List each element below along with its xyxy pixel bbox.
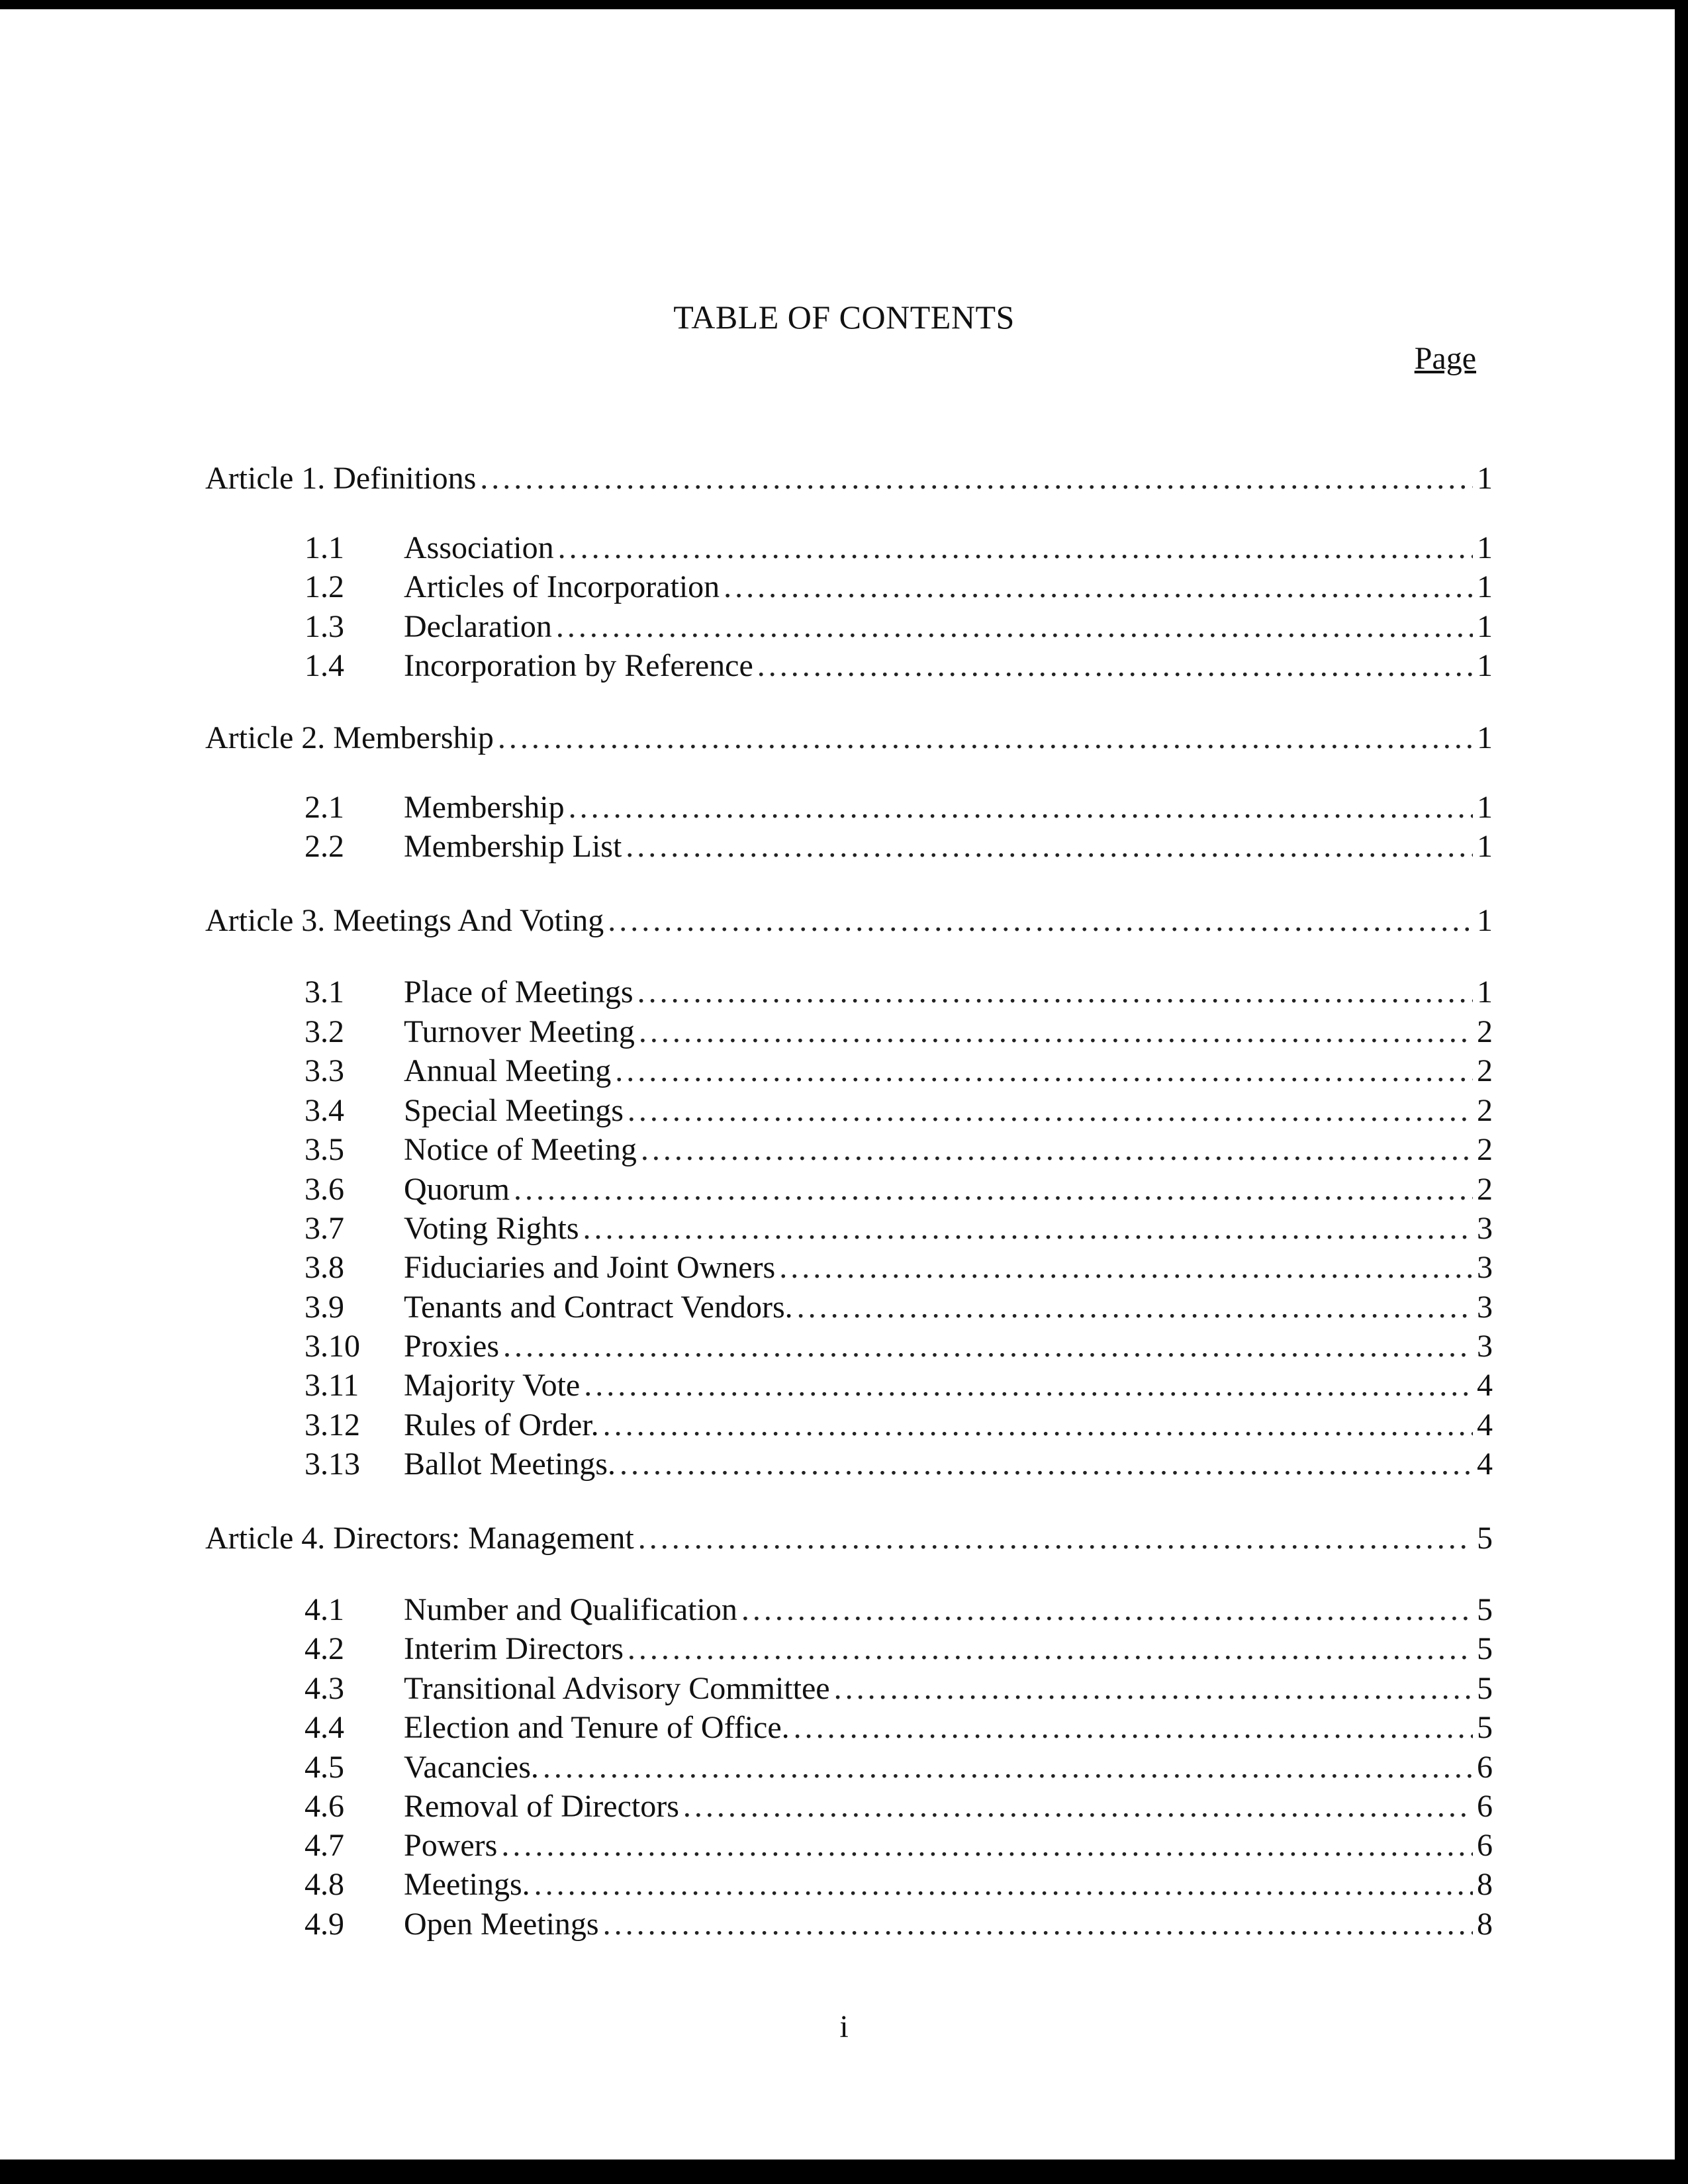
article-title: Article 2. Membership xyxy=(205,720,494,755)
toc-section-entry xyxy=(305,1670,1493,1708)
dot-leader xyxy=(779,1249,1473,1287)
toc-section-entry xyxy=(305,529,1493,567)
page-number: 4 xyxy=(1477,1447,1493,1482)
dot-leader xyxy=(501,1827,1473,1865)
toc-section-entry xyxy=(305,1905,1493,1944)
section-title: Transitional Advisory Committee xyxy=(404,1671,830,1706)
section-title: Place of Meetings xyxy=(404,974,633,1010)
dot-leader xyxy=(583,1210,1473,1248)
section-number: 3.1 xyxy=(305,974,344,1010)
section-title: Removal of Directors xyxy=(404,1789,679,1824)
section-title: Meetings. xyxy=(404,1867,530,1902)
dot-leader xyxy=(543,1748,1473,1787)
section-title: Powers xyxy=(404,1828,498,1863)
dot-leader xyxy=(683,1787,1473,1826)
page-number: 5 xyxy=(1477,1521,1493,1556)
section-title: Rules of Order. xyxy=(404,1407,599,1443)
section-number: 2.1 xyxy=(305,790,344,825)
section-title: Annual Meeting xyxy=(404,1053,612,1088)
toc-section-entry xyxy=(305,1013,1493,1051)
dot-leader xyxy=(584,1366,1473,1405)
section-number: 1.4 xyxy=(305,648,344,683)
dot-leader xyxy=(639,1013,1473,1051)
section-number: 3.13 xyxy=(305,1447,360,1482)
page-number: 1 xyxy=(1477,974,1493,1010)
toc-section-entry xyxy=(305,1052,1493,1090)
dot-leader xyxy=(603,1905,1473,1944)
section-number: 3.11 xyxy=(305,1368,359,1403)
dot-leader xyxy=(503,1327,1473,1366)
page-number: 3 xyxy=(1477,1250,1493,1285)
section-number: 4.3 xyxy=(305,1671,344,1706)
section-number: 4.4 xyxy=(305,1710,344,1745)
section-title: Declaration xyxy=(404,609,552,644)
section-number: 1.1 xyxy=(305,530,344,565)
toc-article-entry xyxy=(205,459,1493,498)
dot-leader xyxy=(615,1052,1473,1090)
section-title: Vacancies. xyxy=(404,1750,539,1785)
toc-section-entry xyxy=(305,1249,1493,1287)
section-title: Voting Rights xyxy=(404,1211,579,1246)
page-number: 1 xyxy=(1477,609,1493,644)
page-number: 1 xyxy=(1477,530,1493,565)
section-title: Interim Directors xyxy=(404,1631,624,1666)
page-title: TABLE OF CONTENTS xyxy=(673,299,1015,336)
page-column-header: Page xyxy=(1414,341,1476,376)
document-page xyxy=(0,9,1675,2160)
section-number: 4.1 xyxy=(305,1592,344,1627)
section-number: 3.7 xyxy=(305,1211,344,1246)
toc-section-entry xyxy=(305,1591,1493,1629)
toc-section-entry xyxy=(305,647,1493,685)
page-number: 1 xyxy=(1477,461,1493,496)
page-number: 6 xyxy=(1477,1789,1493,1824)
page-number: 5 xyxy=(1477,1710,1493,1745)
page-number: 2 xyxy=(1477,1053,1493,1088)
page-number: 6 xyxy=(1477,1750,1493,1785)
page-number: 8 xyxy=(1477,1907,1493,1942)
dot-leader xyxy=(628,1092,1473,1130)
section-number: 3.4 xyxy=(305,1093,344,1128)
toc-section-entry xyxy=(305,973,1493,1012)
page-number: 4 xyxy=(1477,1407,1493,1443)
section-number: 4.5 xyxy=(305,1750,344,1785)
page-number: 2 xyxy=(1477,1132,1493,1167)
section-title: Notice of Meeting xyxy=(404,1132,637,1167)
section-number: 4.7 xyxy=(305,1828,344,1863)
page-number: 8 xyxy=(1477,1867,1493,1902)
toc-section-entry xyxy=(305,1131,1493,1169)
dot-leader xyxy=(556,608,1473,646)
section-number: 4.2 xyxy=(305,1631,344,1666)
toc-section-entry xyxy=(305,1709,1493,1747)
page-number: 1 xyxy=(1477,648,1493,683)
section-number: 4.9 xyxy=(305,1907,344,1942)
page-number: 3 xyxy=(1477,1329,1493,1364)
page-number: 1 xyxy=(1477,790,1493,825)
toc-section-entry xyxy=(305,1366,1493,1405)
page-number: 2 xyxy=(1477,1093,1493,1128)
section-title: Turnover Meeting xyxy=(404,1014,635,1049)
toc-article-entry xyxy=(205,902,1493,940)
dot-leader xyxy=(757,647,1473,685)
section-title: Incorporation by Reference xyxy=(404,648,753,683)
page-number: 2 xyxy=(1477,1172,1493,1207)
article-title: Article 4. Directors: Management xyxy=(205,1521,634,1556)
section-number: 4.6 xyxy=(305,1789,344,1824)
dot-leader xyxy=(514,1170,1473,1209)
dot-leader xyxy=(603,1406,1473,1445)
page-number: 2 xyxy=(1477,1014,1493,1049)
toc-section-entry xyxy=(305,828,1493,866)
section-title: Election and Tenure of Office. xyxy=(404,1710,790,1745)
dot-leader xyxy=(741,1591,1473,1629)
section-number: 3.3 xyxy=(305,1053,344,1088)
dot-leader xyxy=(569,788,1473,827)
page-number: 1 xyxy=(1477,569,1493,604)
page-number: 1 xyxy=(1477,903,1493,938)
section-title: Articles of Incorporation xyxy=(404,569,720,604)
toc-section-entry xyxy=(305,1210,1493,1248)
page-number: 4 xyxy=(1477,1368,1493,1403)
footer-page-number: i xyxy=(839,2009,849,2044)
section-number: 3.8 xyxy=(305,1250,344,1285)
page-number: 5 xyxy=(1477,1631,1493,1666)
toc-section-entry xyxy=(305,1445,1493,1484)
section-number: 3.6 xyxy=(305,1172,344,1207)
section-title: Fiduciaries and Joint Owners xyxy=(404,1250,776,1285)
dot-leader xyxy=(794,1709,1473,1747)
section-title: Proxies xyxy=(404,1329,499,1364)
toc-article-entry xyxy=(205,1519,1493,1558)
toc-section-entry xyxy=(305,608,1493,646)
dot-leader xyxy=(608,902,1473,940)
dot-leader xyxy=(534,1866,1473,1904)
page-number: 1 xyxy=(1477,829,1493,864)
toc-section-entry xyxy=(305,788,1493,827)
article-title: Article 3. Meetings And Voting xyxy=(205,903,604,938)
toc-section-entry xyxy=(305,1288,1493,1327)
section-title: Ballot Meetings. xyxy=(404,1447,616,1482)
section-title: Membership xyxy=(404,790,565,825)
section-title: Open Meetings xyxy=(404,1907,599,1942)
dot-leader xyxy=(797,1288,1473,1327)
dot-leader xyxy=(641,1131,1473,1169)
toc-section-entry xyxy=(305,1092,1493,1130)
page-number: 6 xyxy=(1477,1828,1493,1863)
section-title: Association xyxy=(404,530,554,565)
section-number: 3.5 xyxy=(305,1132,344,1167)
dot-leader xyxy=(638,1519,1473,1558)
section-title: Quorum xyxy=(404,1172,510,1207)
section-number: 1.3 xyxy=(305,609,344,644)
section-number: 3.9 xyxy=(305,1290,344,1325)
dot-leader xyxy=(480,459,1473,498)
dot-leader xyxy=(626,828,1473,866)
section-number: 2.2 xyxy=(305,829,344,864)
section-number: 3.2 xyxy=(305,1014,344,1049)
section-title: Membership List xyxy=(404,829,622,864)
page-number: 1 xyxy=(1477,720,1493,755)
page-number: 5 xyxy=(1477,1592,1493,1627)
toc-section-entry xyxy=(305,1827,1493,1865)
toc-section-entry xyxy=(305,1787,1493,1826)
toc-section-entry xyxy=(305,1406,1493,1445)
dot-leader xyxy=(637,973,1473,1012)
toc-article-entry xyxy=(205,719,1493,757)
toc-section-entry xyxy=(305,1170,1493,1209)
toc-section-entry xyxy=(305,1630,1493,1668)
section-number: 4.8 xyxy=(305,1867,344,1902)
toc-section-entry xyxy=(305,1327,1493,1366)
page-number: 3 xyxy=(1477,1211,1493,1246)
toc-section-entry xyxy=(305,568,1493,606)
section-title: Number and Qualification xyxy=(404,1592,737,1627)
section-title: Tenants and Contract Vendors. xyxy=(404,1290,793,1325)
toc-section-entry xyxy=(305,1748,1493,1787)
section-title: Special Meetings xyxy=(404,1093,624,1128)
article-title: Article 1. Definitions xyxy=(205,461,477,496)
dot-leader xyxy=(724,568,1473,606)
dot-leader xyxy=(620,1445,1473,1484)
toc-section-entry xyxy=(305,1866,1493,1904)
dot-leader xyxy=(834,1670,1473,1708)
dot-leader xyxy=(558,529,1473,567)
dot-leader xyxy=(498,719,1473,757)
page-number: 5 xyxy=(1477,1671,1493,1706)
section-number: 1.2 xyxy=(305,569,344,604)
section-number: 3.12 xyxy=(305,1407,360,1443)
dot-leader xyxy=(628,1630,1473,1668)
section-number: 3.10 xyxy=(305,1329,360,1364)
section-title: Majority Vote xyxy=(404,1368,581,1403)
page-number: 3 xyxy=(1477,1290,1493,1325)
